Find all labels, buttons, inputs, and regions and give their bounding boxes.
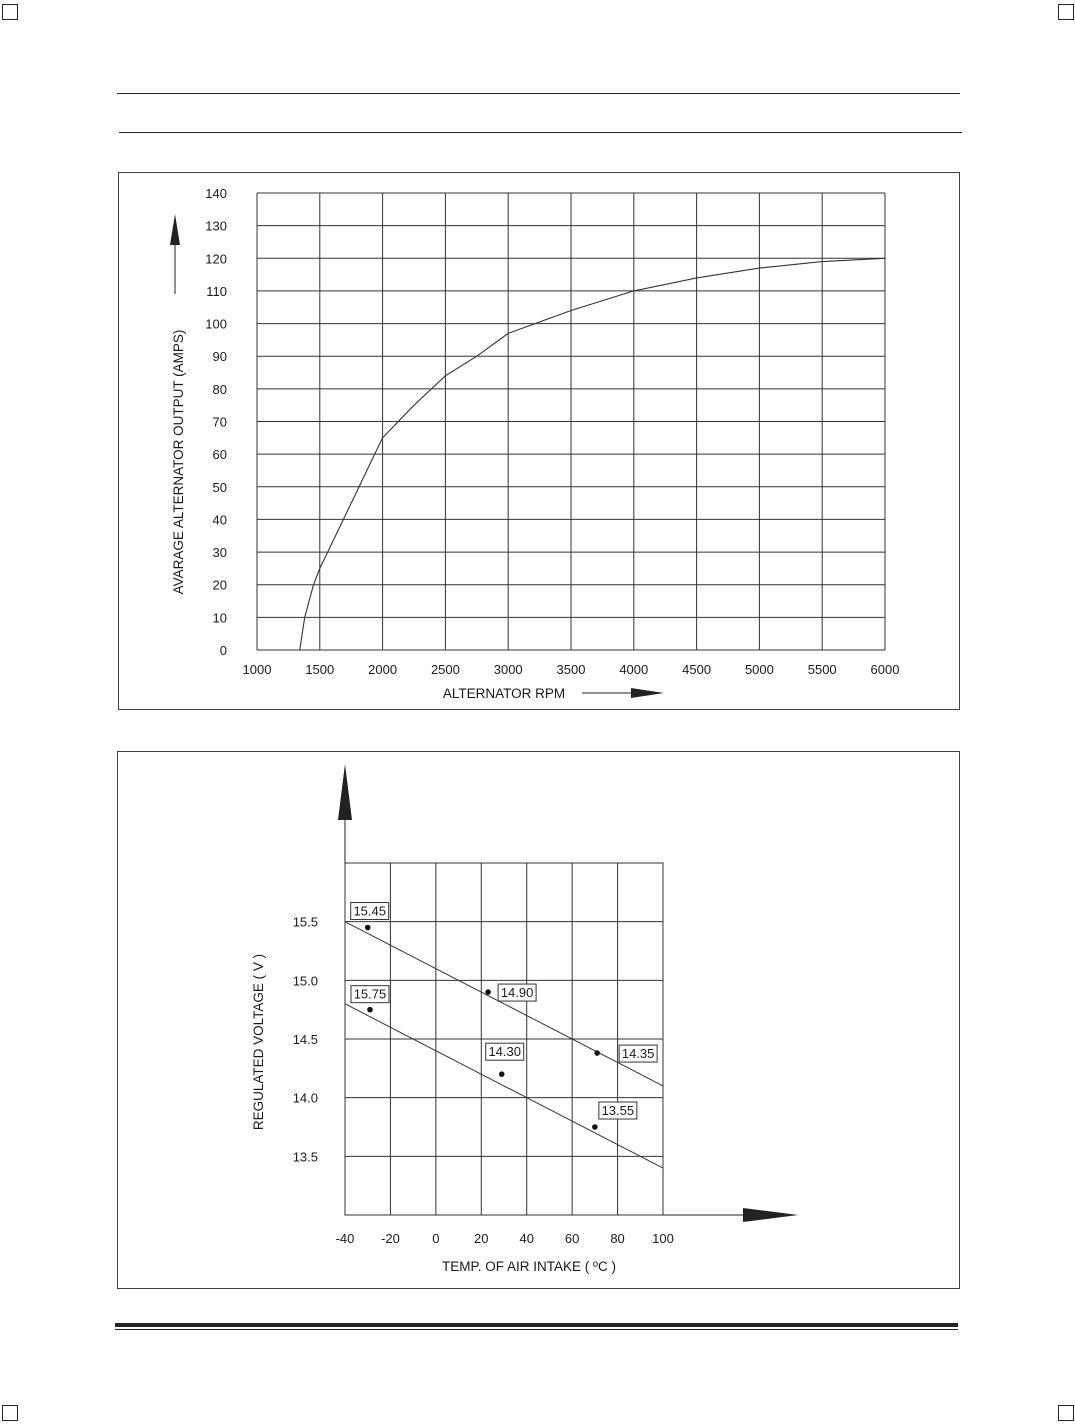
footer-rule-thick	[115, 1323, 958, 1327]
data-label: 14.90	[500, 985, 534, 1001]
data-label: 14.30	[488, 1044, 522, 1060]
chart-grid	[345, 863, 663, 1215]
y-tick-label: 70	[212, 414, 227, 430]
x-axis-label: TEMP. OF AIR INTAKE ( ºC )	[442, 1259, 616, 1274]
x-tick-label: 80	[610, 1231, 625, 1246]
y-tick-label: 30	[212, 545, 227, 561]
y-axis-label: AVARAGE ALTERNATOR OUTPUT (AMPS)	[171, 329, 186, 595]
x-tick-label: 3500	[556, 662, 586, 677]
y-tick-label: 40	[212, 512, 227, 528]
x-tick-label: 4000	[619, 662, 649, 677]
x-axis-ticks	[243, 662, 900, 677]
alternator-output-chart-panel	[118, 172, 960, 710]
y-tick-label: 20	[212, 577, 227, 593]
x-axis-arrow	[582, 688, 664, 698]
regulation-line	[345, 922, 663, 1086]
y-tick-label: 0	[219, 643, 227, 658]
x-tick-label: -40	[335, 1231, 355, 1246]
y-tick-label: 100	[205, 316, 227, 332]
data-label: 15.45	[353, 903, 386, 919]
y-tick-label: 14.0	[292, 1090, 318, 1106]
y-axis-ticks	[293, 915, 318, 1165]
x-tick-label: 60	[564, 1231, 580, 1246]
crop-mark-top-left	[2, 4, 18, 20]
y-axis-label: REGULATED VOLTAGE ( V )	[251, 953, 266, 1131]
y-tick-label: 140	[205, 186, 227, 201]
x-tick-label: 100	[652, 1231, 674, 1246]
x-tick-label: 2000	[368, 662, 398, 677]
x-axis-ticks	[336, 1231, 674, 1246]
header-rule-bottom	[119, 132, 962, 133]
y-axis-arrow	[170, 214, 180, 294]
data-point	[485, 989, 491, 995]
x-tick-label: 3000	[493, 662, 523, 677]
data-point	[365, 925, 371, 931]
x-tick-label: 4500	[682, 662, 712, 677]
y-tick-label: 15.0	[292, 973, 318, 989]
data-point	[499, 1071, 505, 1077]
x-axis-arrow	[663, 1208, 798, 1222]
x-tick-label: 1500	[305, 662, 335, 677]
y-axis-arrow	[338, 764, 352, 864]
data-point	[592, 1124, 598, 1130]
data-point	[594, 1050, 600, 1056]
crop-mark-top-right	[1058, 4, 1074, 20]
x-tick-label: 20	[474, 1231, 489, 1246]
x-tick-label: -20	[381, 1231, 400, 1246]
voltage-series	[345, 903, 663, 1169]
regulated-voltage-chart-panel	[117, 751, 960, 1289]
y-tick-label: 50	[212, 479, 227, 495]
data-label: 15.75	[353, 986, 387, 1002]
crop-mark-bottom-left	[2, 1405, 18, 1421]
y-tick-label: 13.5	[292, 1149, 318, 1165]
y-tick-label: 10	[212, 610, 227, 626]
x-tick-label: 1000	[242, 662, 272, 677]
y-axis-ticks	[205, 186, 227, 658]
header-rule-top	[117, 93, 960, 94]
x-tick-label: 2500	[430, 662, 460, 677]
x-tick-label: 5000	[744, 662, 774, 677]
y-tick-label: 130	[205, 218, 227, 234]
x-tick-label: 5500	[807, 662, 837, 677]
x-axis-label: ALTERNATOR RPM	[442, 686, 566, 701]
y-tick-label: 14.5	[292, 1032, 318, 1047]
data-label: 13.55	[601, 1103, 635, 1118]
y-tick-label: 15.5	[292, 914, 318, 930]
x-tick-label: 6000	[870, 662, 900, 677]
regulated-voltage-chart	[118, 752, 959, 1288]
chart-grid	[257, 193, 885, 650]
data-point	[367, 1007, 373, 1013]
x-tick-label: 0	[432, 1231, 440, 1246]
alternator-output-chart	[119, 173, 959, 709]
regulation-line	[345, 1004, 663, 1168]
y-tick-label: 80	[212, 381, 227, 397]
footer-rule-thin	[115, 1329, 958, 1330]
x-tick-label: 40	[519, 1231, 534, 1246]
y-tick-label: 90	[212, 349, 227, 365]
crop-mark-bottom-right	[1058, 1405, 1074, 1421]
data-label: 14.35	[621, 1046, 655, 1062]
y-tick-label: 60	[212, 447, 227, 463]
y-tick-label: 120	[205, 251, 227, 267]
y-tick-label: 110	[206, 283, 227, 299]
